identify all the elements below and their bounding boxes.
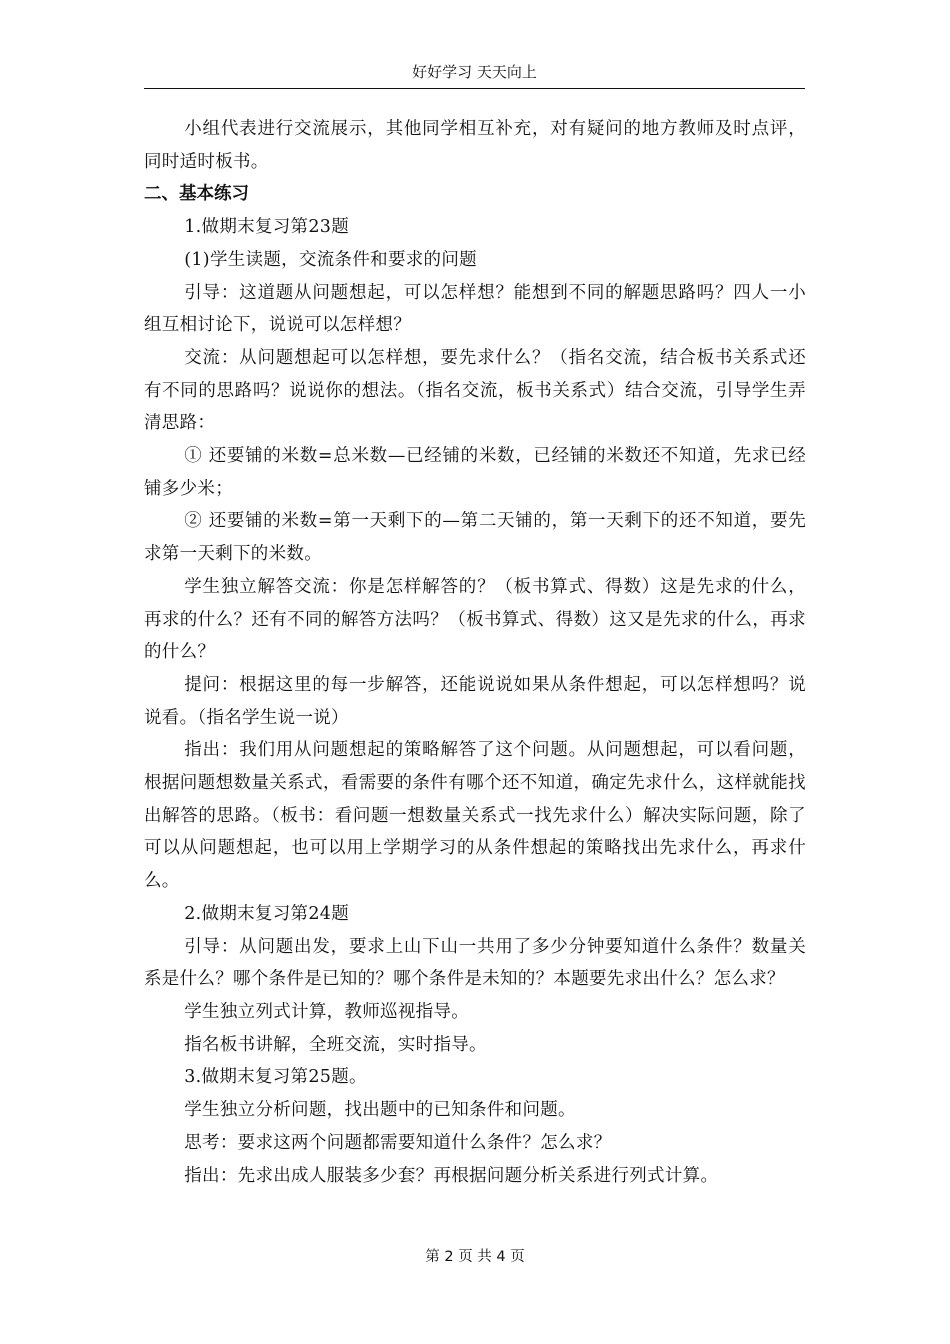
paragraph: 引导：从问题出发，要求上山下山一共用了多少分钟要知道什么条件？数量关系是什么？哪个条件是已知的？哪个条件是未知的？本题要先求出什么？怎么求？ bbox=[144, 936, 806, 990]
paragraph: 指出：先求出成人服装多少套？再根据问题分析关系进行列式计算。 bbox=[184, 1165, 719, 1186]
header-divider bbox=[144, 88, 805, 89]
paragraph: 思考：要求这两个问题都需要知道什么条件？怎么求？ bbox=[184, 1132, 612, 1153]
paragraph: 1.做期末复习第23题 bbox=[184, 217, 350, 238]
page-header: 好好学习 天天向上 bbox=[412, 63, 537, 81]
paragraph: ① 还要铺的米数=总米数—已经铺的米数，已经铺的米数还不知道，先求已经铺多少米； bbox=[144, 446, 806, 499]
paragraph: 指出：我们用从问题想起的策略解答了这个问题。从问题想起，可以看问题，根据问题想数量关系式，看需要的条件有哪个还不知道，确定先求什么，这样就能找出解答的思路。（板书：看问题一想数量关系式一找先求什么）解决实际问题，除了可以从问题想起，也可以用上学期学习的从条件想起的策略找出先求什么，再求什么。 bbox=[144, 740, 806, 892]
page-footer: 第 2 页 共 4 页 bbox=[425, 1249, 525, 1265]
paragraph: 引导：这道题从问题想起，可以怎样想？能想到不同的解题思路吗？四人一小组互相讨论下，说说可以怎样想？ bbox=[144, 282, 806, 336]
paragraph: 学生独立分析问题，找出题中的已知条件和问题。 bbox=[184, 1100, 576, 1121]
paragraph: (1)学生读题，交流条件和要求的问题 bbox=[184, 249, 477, 270]
paragraph: 学生独立解答交流：你是怎样解答的？（板书算式、得数）这是先求的什么，再求的什么？还有不同的解答方法吗？（板书算式、得数）这又是先求的什么，再求的什么？ bbox=[144, 576, 806, 663]
paragraph: 小组代表进行交流展示，其他同学相互补充，对有疑问的地方教师及时点评，同时适时板书。 bbox=[144, 119, 806, 172]
paragraph: 指名板书讲解，全班交流，实时指导。 bbox=[184, 1034, 487, 1055]
paragraph: 2.做期末复习第24题 bbox=[184, 903, 350, 924]
paragraph: 交流：从问题想起可以怎样想，要先求什么？（指名交流，结合板书关系式还有不同的思路吗？说说你的想法。（指名交流，板书关系式）结合交流，引导学生弄清思路： bbox=[144, 347, 806, 434]
document-body bbox=[144, 113, 806, 1192]
section-heading: 二、基本练习 bbox=[144, 184, 249, 205]
paragraph: ② 还要铺的米数=第一天剩下的—第二天铺的，第一天剩下的还不知道，要先求第一天剩下的米数。 bbox=[144, 511, 806, 565]
paragraph: 学生独立列式计算，教师巡视指导。 bbox=[184, 1001, 470, 1022]
paragraph: 3.做期末复习第25题。 bbox=[184, 1067, 367, 1088]
paragraph: 提问：根据这里的每一步解答，还能说说如果从条件想起，可以怎样想吗？说说看。（指名学生说一说） bbox=[144, 674, 806, 728]
